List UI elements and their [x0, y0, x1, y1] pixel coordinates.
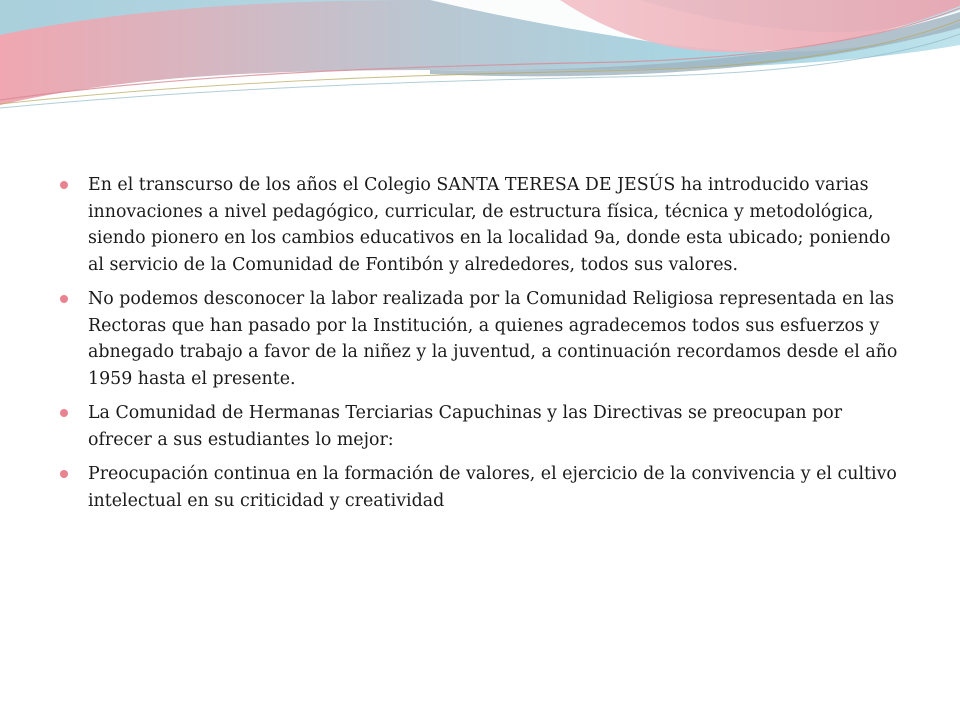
header-wave-decoration [0, 0, 960, 130]
bullet-dot-icon [60, 470, 68, 478]
list-item-text: Preocupación continua en la formación de valores, el ejercicio de la convivencia y el cultivo intelectual en su criticidad y creatividad [88, 464, 897, 511]
list-item [58, 400, 908, 453]
list-item-text: En el transcurso de los años el Colegio SANTA TERESA DE JESÚS ha introducido varias innovaciones a nivel pedagógico, curricular, de estructura física, técnica y metodológica, siendo pionero en los cambios educativos en la localidad 9a, donde esta ubicado; poniendo al servicio de la Comunidad de Fontibón y alrededores, todos sus valores. [88, 175, 891, 275]
bullet-list-container [58, 172, 908, 522]
list-item-text: No podemos desconocer la labor realizada por la Comunidad Religiosa representada en las Rectoras que han pasado por la Institución, a quienes agradecemos todos sus esfuerzos y abnegado trabajo a favor de la niñez y la juventud, a continuación recordamos desde el año 1959 hasta el presente. [88, 289, 898, 389]
bullet-dot-icon [60, 295, 68, 303]
bullet-list [58, 172, 908, 514]
list-item [58, 286, 908, 392]
bullet-dot-icon [60, 181, 68, 189]
list-item [58, 461, 908, 514]
list-item-text: La Comunidad de Hermanas Terciarias Capuchinas y las Directivas se preocupan por ofrecer a sus estudiantes lo mejor: [88, 403, 843, 450]
bullet-dot-icon [60, 409, 68, 417]
list-item [58, 172, 908, 278]
